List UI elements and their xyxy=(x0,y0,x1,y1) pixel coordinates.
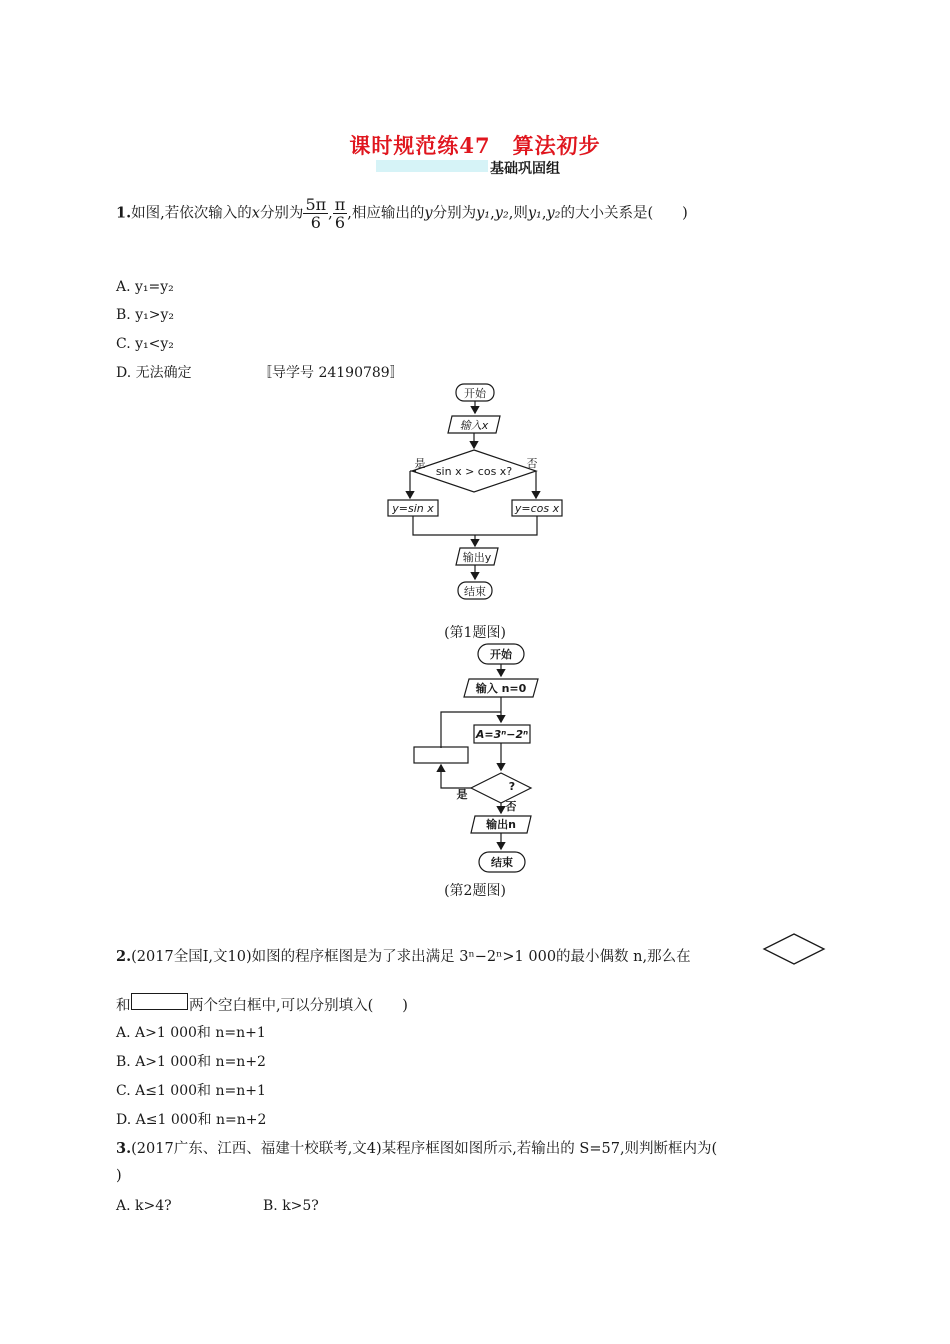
no-label-2: 否 xyxy=(505,800,517,813)
q1-text: 的大小关系是( ) xyxy=(560,205,688,222)
input-label-2: 输入 n=0 xyxy=(475,682,527,695)
yes-label-2: 是 xyxy=(456,788,468,801)
right-box-label: y=cos x xyxy=(514,502,560,515)
var-y: y xyxy=(424,205,433,222)
figure-2-caption: (第2题图) xyxy=(444,883,506,899)
var-x: x xyxy=(251,205,260,222)
q3-text-line1: (2017广东、江西、福建十校联考,文4)某程序框图如图所示,若输出的 S=57,则判断框内为( xyxy=(131,1141,718,1157)
q3-option-b: B. k>5? xyxy=(263,1198,319,1214)
q1-text: 分别为 xyxy=(259,205,304,222)
yes-label: 是 xyxy=(414,457,426,470)
var-y2: y₂ xyxy=(546,205,561,222)
no-label: 否 xyxy=(526,457,538,470)
blank-process-box xyxy=(414,747,468,763)
q1-option-b: B. y₁>y₂ xyxy=(116,307,174,323)
output-label-2: 输出n xyxy=(486,818,516,831)
q1-option-c: C. y₁<y₂ xyxy=(116,336,174,352)
question-1 xyxy=(116,196,906,231)
var-y1: y₁ xyxy=(527,205,542,222)
left-box-label: y=sin x xyxy=(392,502,434,515)
q1-text: ,则 xyxy=(508,205,528,222)
condition-label-2: ? xyxy=(508,780,516,793)
q1-text: , xyxy=(490,205,495,222)
question-number: 3. xyxy=(116,1140,132,1157)
q1-text: ,相应输出的 xyxy=(347,205,425,222)
blank-decision-box xyxy=(471,773,531,803)
var-y2: y₂ xyxy=(494,205,509,222)
q2-option-a: A. A>1 000和 n=n+1 xyxy=(116,1025,266,1041)
end-label: 结束 xyxy=(464,585,486,598)
q2-option-c: C. A≤1 000和 n=n+1 xyxy=(116,1083,266,1099)
fraction-pi-6: $\frac{\pi}{6}$ xyxy=(334,195,346,232)
condition-label: sin x > cos x? xyxy=(435,465,513,478)
section-subtitle: 基础巩固组 xyxy=(490,161,560,177)
end-label-2: 结束 xyxy=(491,856,513,869)
q2-option-d: D. A≤1 000和 n=n+2 xyxy=(116,1112,267,1128)
q2-text-line2-a: 和 xyxy=(116,998,131,1014)
q1-option-d: D. 无法确定 xyxy=(116,365,192,381)
q1-option-a: A. y₁=y₂ xyxy=(116,279,174,295)
process-label-2: A=3ⁿ−2ⁿ xyxy=(475,728,529,741)
subtitle-highlight xyxy=(376,160,488,172)
input-label: 输入x xyxy=(459,419,489,432)
output-label: 输出y xyxy=(462,551,492,564)
q1-text: 分别为 xyxy=(432,205,477,222)
q2-text-line1: (2017全国Ⅰ,文10)如图的程序框图是为了求出满足 3ⁿ−2ⁿ>1 000的最小偶数 n,那么在 xyxy=(131,949,691,965)
inline-diamond-symbol xyxy=(762,932,826,966)
q2-option-b: B. A>1 000和 n=n+2 xyxy=(116,1054,266,1070)
flowchart-1 xyxy=(380,380,580,606)
q1-text: , xyxy=(328,205,333,222)
q3-option-a: A. k>4? xyxy=(116,1198,172,1214)
flowchart-2 xyxy=(405,638,545,878)
question-2 xyxy=(116,947,766,967)
inline-rectangle-symbol xyxy=(131,993,188,1010)
page-title: 课时规范练47 算法初步 xyxy=(349,133,601,158)
q3-text-line2: ) xyxy=(116,1168,122,1184)
start-label: 开始 xyxy=(464,387,486,400)
start-label-2: 开始 xyxy=(490,648,512,661)
figure-1-caption: (第1题图) xyxy=(444,625,506,641)
question-number: 2. xyxy=(116,948,132,965)
q1-text: 如图,若依次输入的 xyxy=(131,205,252,222)
q1-text: , xyxy=(541,205,547,222)
question-3 xyxy=(116,1139,836,1159)
question-number: 1. xyxy=(116,204,132,222)
q2-text-line2-b: 两个空白框中,可以分别填入( ) xyxy=(189,998,408,1014)
reference-number: 〚导学号 24190789〛 xyxy=(258,365,404,381)
fraction-5pi-6: $\frac{5\pi}{6}$ xyxy=(305,195,327,232)
var-y1: y₁ xyxy=(476,205,491,222)
